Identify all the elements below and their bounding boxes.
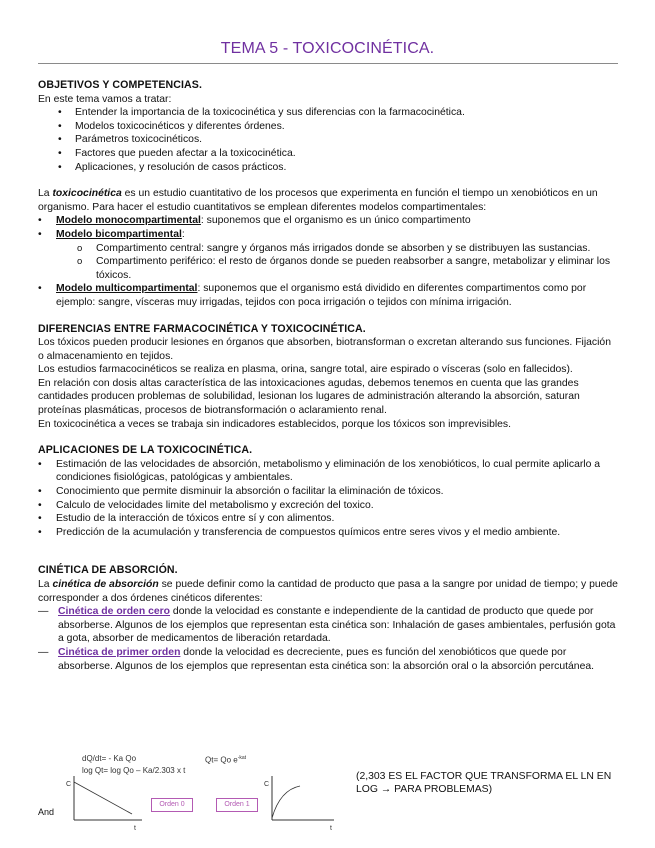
- term-cinetica-absorcion: cinética de absorción: [52, 579, 159, 590]
- order-zero-graph: [62, 748, 162, 838]
- equation-exponential: Qt= Qo $e^{-kat}$: [205, 755, 247, 765]
- list-item: • Estudio de la interacción de tóxicos entre sí y con alimentos.: [38, 512, 618, 526]
- list-item: • Modelo multicompartimental: suponemos que el organismo está dividido en diferentes compartimentos como por ejemplo: sangre, vísceras muy irrigadas, tejidos con poca irrigación o tejidos con mínima irrigación.: [38, 282, 618, 309]
- order-one-curve: [272, 786, 300, 818]
- order-one-item: — Cinética de primer orden donde la velocidad es decreciente, pues es función del xenobióticos que quede por absorberse. Algunos de los ejemplos que representan esta cinética son: la absorción oral o la absorción percutánea.: [38, 646, 618, 673]
- bicompartment-sublist: [38, 242, 618, 283]
- page-title: TEMA 5 - TOXICOCINÉTICA.: [220, 40, 435, 57]
- absorption-intro: La cinética de absorción se puede definir como la cantidad de producto que pasa a la sangre por unidad de tiempo; y puede corresponder a dos órdenes cinéticos diferentes:: [38, 579, 618, 604]
- model-mono-term: Modelo monocompartimental: [56, 215, 201, 227]
- order-zero-link[interactable]: Cinética de orden cero: [58, 606, 171, 618]
- document-body: [38, 79, 618, 673]
- axis-t-label: t: [330, 825, 332, 832]
- order-zero-box: Orden 0: [151, 798, 193, 812]
- equation-rate: dQ/dt= - Ka Qo: [82, 754, 137, 763]
- order-zero-item: — Cinética de orden cero donde la velocidad es constante e independiente de la cantidad de producto que quede por absorberse. Algunos de los ejemplos que representan esta cinética son: Inhalación de gases ambientales, perfusión gota a gota, absorber de medicamentos de liberación retardada.: [38, 605, 618, 646]
- list-item: • Modelo bicompartimental:: [38, 228, 618, 242]
- objectives-heading: OBJETIVOS Y COMPETENCIAS.: [38, 79, 202, 91]
- model-bi-term: Modelo bicompartimental: [56, 228, 182, 240]
- order-one-box: Orden 1: [216, 798, 258, 812]
- sublist-item: o Compartimento periférico: el resto de órganos donde se pueden reabsorber a sangre, metabolizar y eliminar los tóxicos.: [38, 255, 618, 282]
- absorption-heading: CINÉTICA DE ABSORCIÓN.: [38, 564, 178, 577]
- equation-log: log Qt= log Qo – Ka/2.303 x t: [82, 766, 186, 775]
- list-item: • Aplicaciones, y resolución de casos prácticos.: [38, 161, 618, 175]
- and-label: And: [38, 807, 55, 817]
- order-one-link[interactable]: Cinética de primer orden: [58, 646, 181, 658]
- axis-c-label: C: [264, 781, 270, 788]
- objectives-list: [38, 106, 618, 174]
- sublist-item: o Compartimento central: sangre y órganos más irrigados donde se absorben y se distribuyen las sustancias.: [38, 242, 618, 256]
- toxicokinetics-definition: La toxicocinética es un estudio cuantitativo de los procesos que experimenta en función el tiempo un xenobióticos en un organismo. Para hacer el estudio cuantitativos se emplean diferentes modelos compartimentales:: [38, 188, 598, 213]
- term-toxicocinetica: toxicocinética: [52, 188, 122, 200]
- list-item: • Estimación de las velocidades de absorción, metabolismo y eliminación de los xenobióticos, lo cual permite aplicarlo a condiciones fisiológicas, patológicas y ambientales.: [38, 458, 618, 485]
- log-factor-note: (2,303 ES EL FACTOR QUE TRANSFORMA EL LN EN LOG → PARA PROBLEMAS): [356, 771, 612, 795]
- list-item: • Predicción de la acumulación y transferencia de compuestos químicos entre seres vivos y el medio ambiente.: [38, 526, 618, 540]
- title-divider: [38, 63, 618, 64]
- list-item: • Modelos toxicocinéticos y diferentes órdenes.: [38, 120, 618, 134]
- paragraph: En relación con dosis altas característica de las intoxicaciones agudas, debemos tenemos en cuenta que las grandes cantidades producen problemas de solubilidad, lesionan los lugares de administración alterando la absorción, saturan proteínas plasmáticas, procesos de biotransformación o aclaramiento renal.: [38, 377, 580, 417]
- models-list: [38, 214, 618, 241]
- paragraph: Los estudios farmacocinéticos se realiza en plasma, orina, sangre total, aire espirado o vísceras (solo en fallecidos).: [38, 364, 573, 376]
- models-list-cont: [38, 282, 618, 309]
- order-one-graph: [260, 748, 340, 838]
- paragraph: En toxicocinética a veces se trabaja sin indicadores establecidos, porque los tóxicos son imprevisibles.: [38, 418, 512, 430]
- axis-t-label: t: [134, 825, 136, 832]
- list-item: • Calculo de velocidades limite del metabolismo y excreción del toxico.: [38, 499, 618, 513]
- list-item: • Parámetros toxicocinéticos.: [38, 133, 618, 147]
- applications-heading: APLICACIONES DE LA TOXICOCINÉTICA.: [38, 444, 253, 457]
- model-multi-term: Modelo multicompartimental: [56, 283, 198, 295]
- order-zero-line: [74, 782, 132, 814]
- paragraph: Los tóxicos pueden producir lesiones en órganos que absorben, biotransforman o excretan alterando sus funciones. Fijación o almacenamiento en tejidos.: [38, 337, 611, 362]
- list-item: • Modelo monocompartimental: suponemos que el organismo es un único compartimento: [38, 214, 618, 228]
- applications-list: [38, 458, 618, 540]
- list-item: • Entender la importancia de la toxicocinética y sus diferencias con la farmacocinética.: [38, 106, 618, 120]
- list-item: • Factores que pueden afectar a la toxicocinética.: [38, 147, 618, 161]
- differences-heading: DIFERENCIAS ENTRE FARMACOCINÉTICA Y TOXICOCINÉTICA.: [38, 322, 366, 335]
- axis-c-label: C: [66, 781, 72, 788]
- list-item: • Conocimiento que permite disminuir la absorción o facilitar la eliminación de tóxicos.: [38, 485, 618, 499]
- kinetics-figure: [38, 748, 618, 838]
- objectives-intro: En este tema vamos a tratar:: [38, 93, 172, 105]
